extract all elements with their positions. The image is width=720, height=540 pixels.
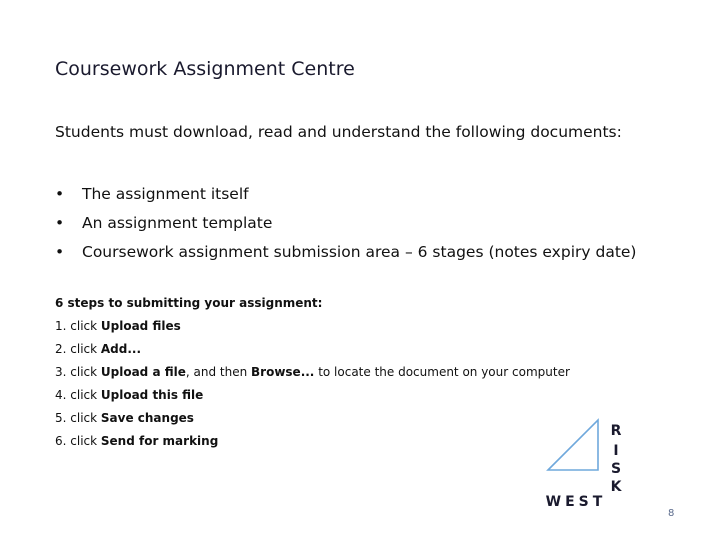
step-action: Send for marking [100,434,219,448]
triangle-icon [548,420,598,470]
step-action-2: Browse... [251,365,315,379]
step-action: Save changes [100,411,194,425]
bullet-icon: • [55,185,65,203]
step-action: Add... [100,342,142,356]
step-prefix: 1. click [55,319,101,333]
logo-letter: S [610,461,622,477]
steps-heading: 6 steps to submitting your assignment: [55,296,323,310]
logo-letter: I [613,443,619,459]
step-prefix: 4. click [55,388,101,402]
list-item-text: An assignment template [82,214,273,232]
bullet-icon: • [55,214,65,232]
intro-text: Students must download, read and understand the following documents: [55,123,622,141]
step-item [55,361,570,384]
step-prefix: 6. click [55,434,101,448]
list-item [55,180,636,209]
step-suffix: to locate the document on your computer [314,365,570,379]
logo-letter: R [610,423,622,439]
list-item [55,238,636,267]
step-action: Upload a file [100,365,186,379]
step-item [55,430,570,453]
step-action: Upload this file [100,388,204,402]
page-number: 8 [668,508,675,519]
slide-title: Coursework Assignment Centre [55,58,355,80]
risk-west-logo [540,415,640,515]
logo-wordmark: WEST [545,494,607,510]
list-item [55,209,636,238]
document-list [55,180,636,267]
step-prefix: 3. click [55,365,101,379]
list-item-text: The assignment itself [82,185,249,203]
bullet-icon: • [55,243,65,261]
logo-letter: K [610,479,622,495]
step-middle: , and then [185,365,252,379]
steps-section [55,292,570,453]
list-item-text: Coursework assignment submission area – 6 stages (notes expiry date) [82,243,637,261]
step-item [55,384,570,407]
step-prefix: 2. click [55,342,101,356]
step-item [55,315,570,338]
step-item [55,407,570,430]
step-item [55,338,570,361]
step-prefix: 5. click [55,411,101,425]
step-action: Upload files [100,319,181,333]
